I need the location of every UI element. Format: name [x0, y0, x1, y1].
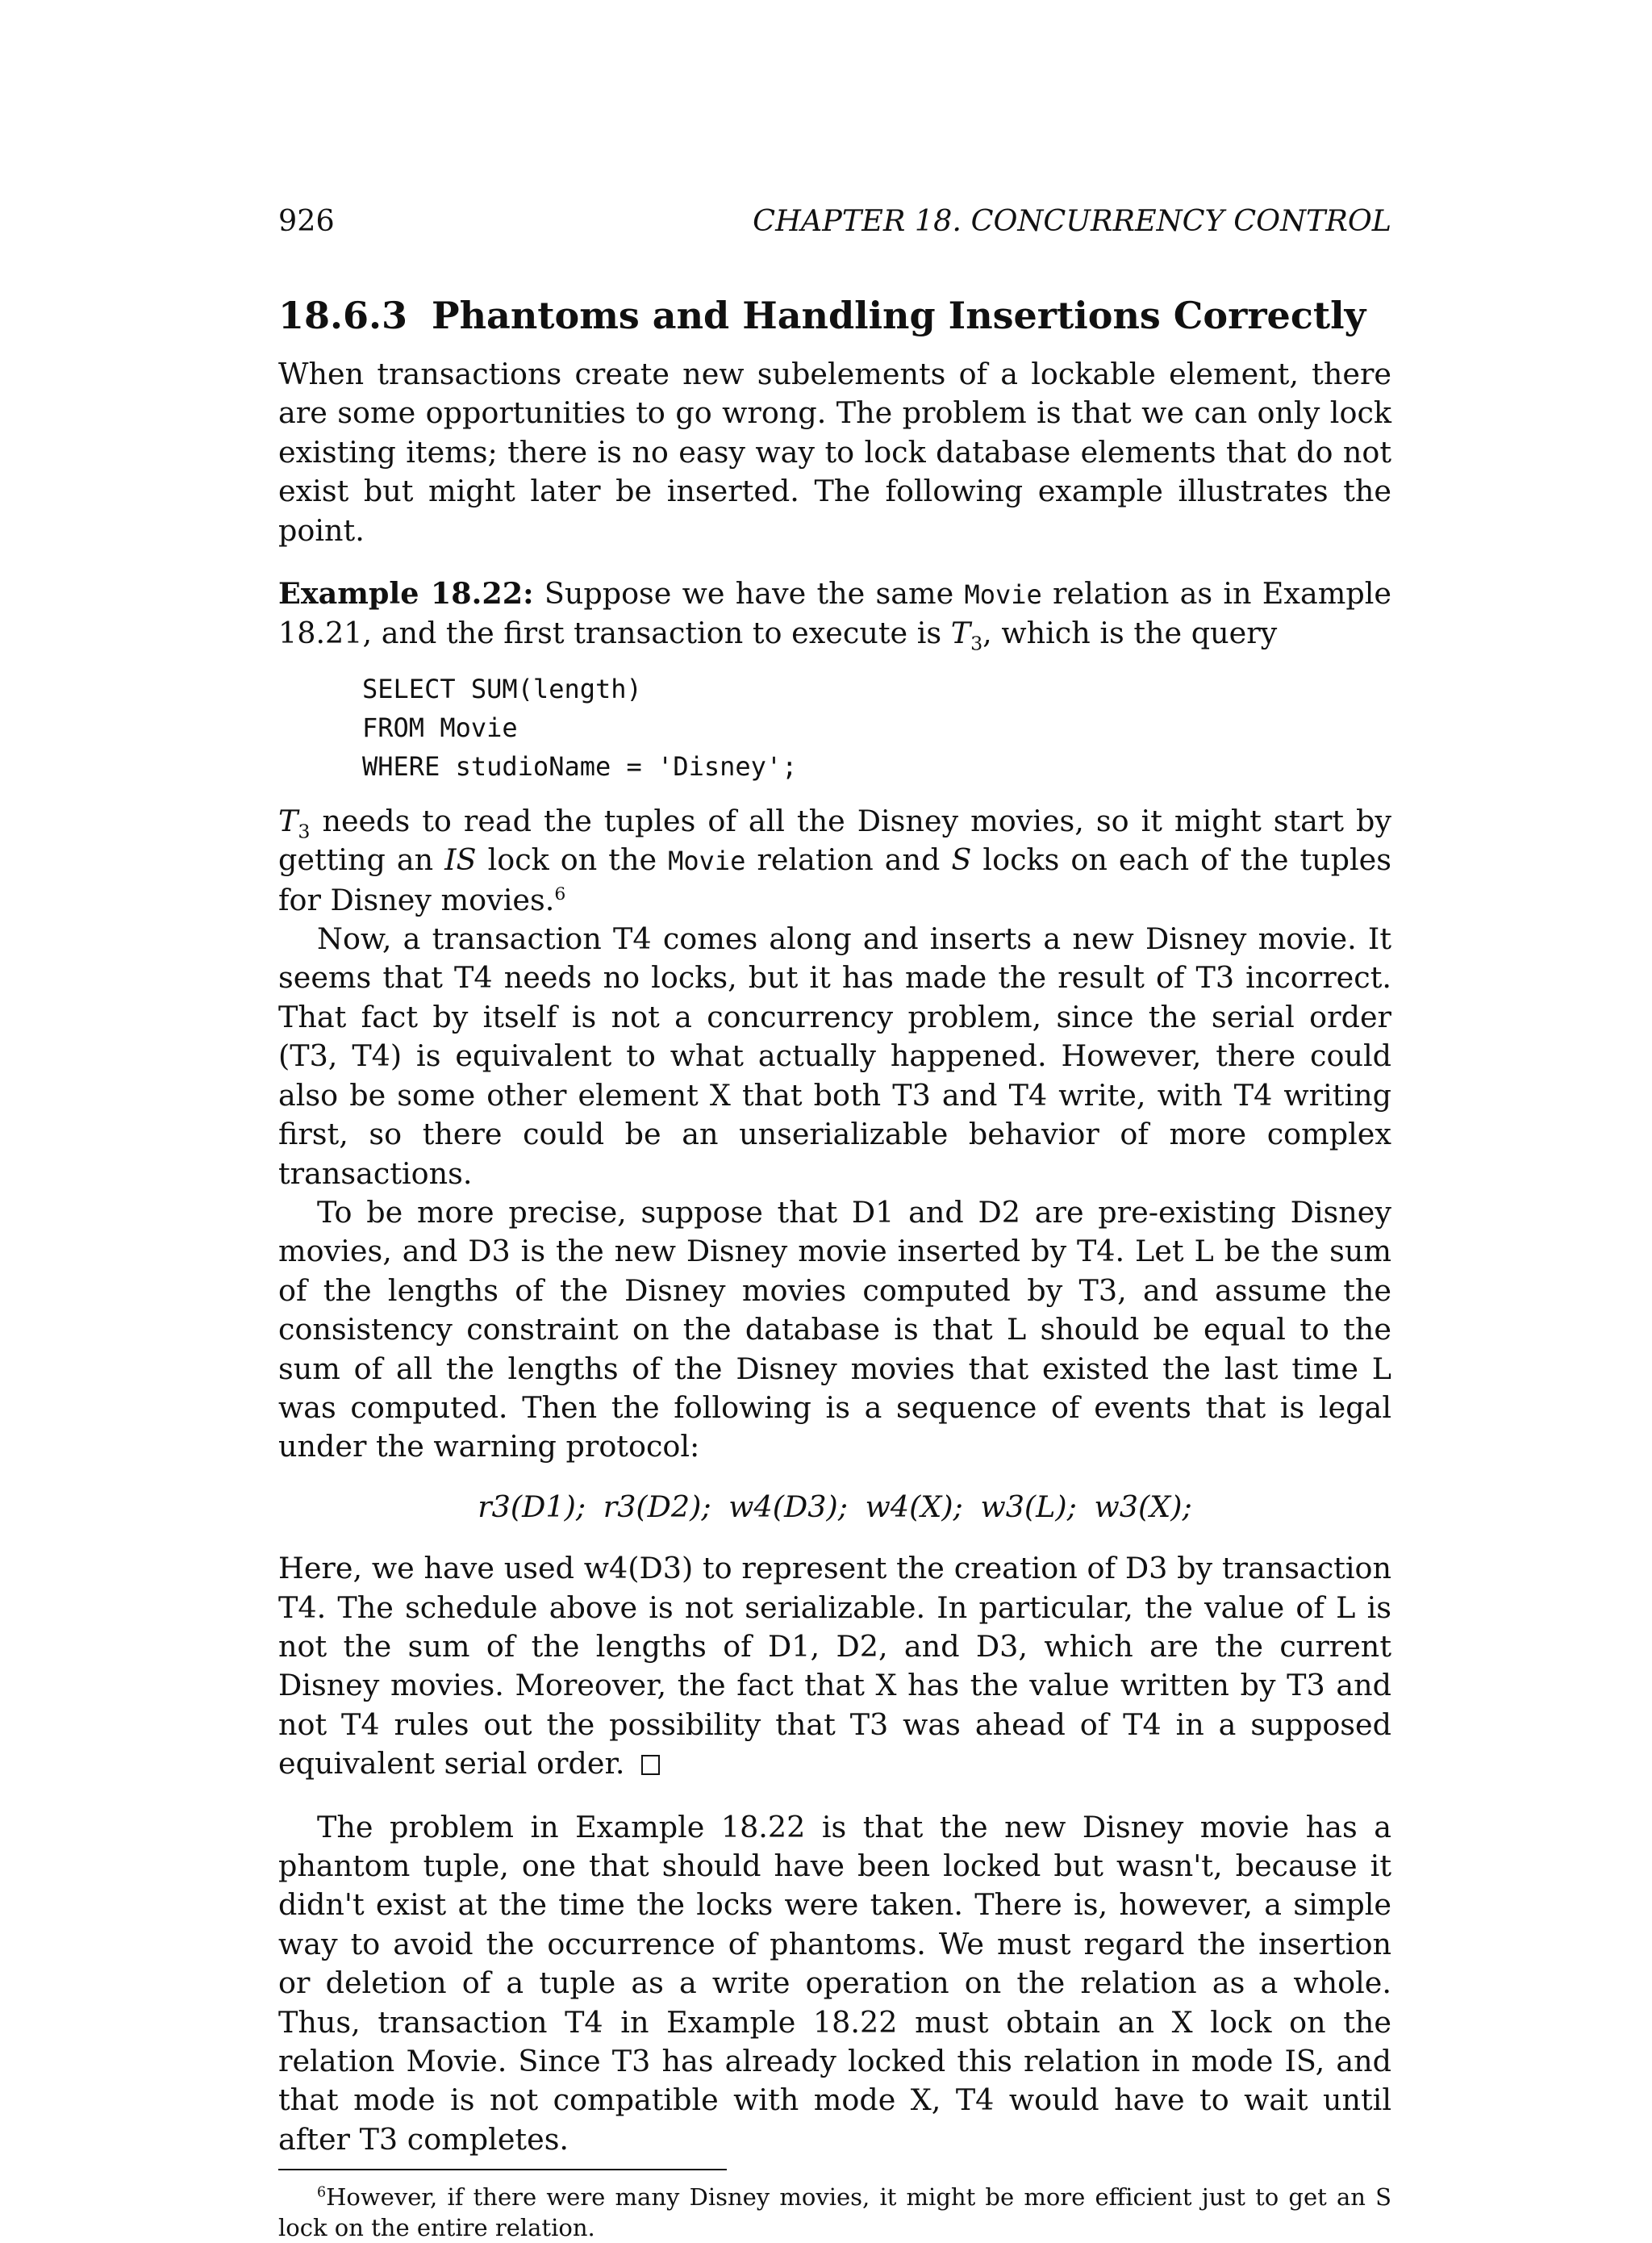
paragraph-t4-inserts: Now, a transaction T4 comes along and inserts a new Disney movie. It seems that T4 needs no locks, but it has made the result of T3 incorrect. That fact by itself is not a concurrency problem, since the serial order (T3, T4) is equivalent to what actually happened. However, there could also be some other element X that both T3 and T4 write, with T4 writing first, so there could be an unserializable behavior of more complex transactions. [278, 921, 1391, 1191]
sql-query [362, 670, 1391, 786]
code-line: WHERE studioName = 'Disney'; [362, 750, 798, 782]
paragraph-phantom: The problem in Example 18.22 is that the new Disney movie has a phantom tuple, one that should have been locked but wasn't, because it didn't exist at the time the locks were taken. There is, however, a simple way to avoid the occurrence of phantoms. We must regard the insertion or deletion of a tuple as a write operation on the relation as a whole. Thus, transaction T4 in Example 18.22 must obtain an X lock on the relation Movie. Since T3 has already locked this relation in mode IS, and that mode is not compatible with mode X, T4 would have to wait until after T3 completes. [278, 1809, 1391, 2157]
math-s: S [951, 842, 972, 878]
math-t3: $T_3$ [950, 616, 983, 655]
example-paragraph: Example 18.22: Suppose we have the same Movie relation as in Example 18.21, and the first transaction to execute is $T_3$, which is the query [278, 576, 1391, 655]
footnote [278, 2182, 1391, 2243]
relation-name: Movie [668, 846, 746, 877]
section-number: 18.6.3 [278, 294, 408, 337]
math-is: IS [444, 842, 477, 878]
footnote-rule [278, 2169, 727, 2170]
footnote-mark: 6 [317, 2184, 327, 2201]
intro-paragraph: When transactions create new subelements of a lockable element, there are some opportunities to go wrong. The problem is that we can only lock existing items; there is no easy way to lock database elements that do not exist but might later be inserted. The following example illustrates the point. [278, 357, 1391, 548]
end-of-example-square [641, 1755, 660, 1775]
paragraph-schedule-explained: Here, we have used w4(D3) to represent the creation of D3 by transaction T4. The schedule above is not serializable. In particular, the value of L is not the sum of the lengths of D1, D2, and D3, which are the current Disney movies. Moreover, the fact that X has the value written by T3 and not T4 rules out the possibility that T3 was ahead of T4 in a supposed equivalent serial order. [278, 1551, 1391, 1781]
code-line: SELECT SUM(length) [362, 673, 642, 704]
page [278, 202, 1391, 2243]
paragraph-t3-reads: $T_3$ needs to read the tuples of all the Disney movies, so it might start by getting an IS lock on the Movie relation and S locks on each of the tuples for Disney movies.$^6$ [278, 803, 1391, 917]
paragraph-precise: To be more precise, suppose that D1 and D2 are pre-existing Disney movies, and D3 is the new Disney movie inserted by T4. Let L be the sum of the lengths of the Disney movies computed by T3, and assume the consistency constraint on the database is that L should be equal to the sum of all the lengths of the Disney movies that existed the last time L was computed. Then the following is a sequence of events that is legal under the warning protocol: [278, 1194, 1391, 1464]
example-label: Example 18.22: [278, 576, 534, 612]
section-title: Phantoms and Handling Insertions Correctly [432, 294, 1366, 337]
page-number: 926 [278, 203, 335, 238]
footnote-ref: 6 [554, 883, 566, 904]
schedule-display: r3(D1); r3(D2); w4(D3); w4(X); w3(L); w3(X); [478, 1489, 1192, 1524]
math-t3: $T_3$ [278, 803, 311, 843]
chapter-title: CHAPTER 18. CONCURRENCY CONTROL [753, 203, 1391, 238]
running-header [278, 202, 1391, 240]
code-line: FROM Movie [362, 712, 518, 743]
relation-name: Movie [964, 579, 1042, 611]
section-heading [278, 292, 1391, 339]
footnote-text: However, if there were many Disney movies, it might be more efficient just to get an S lock on the entire relation. [278, 2183, 1391, 2242]
